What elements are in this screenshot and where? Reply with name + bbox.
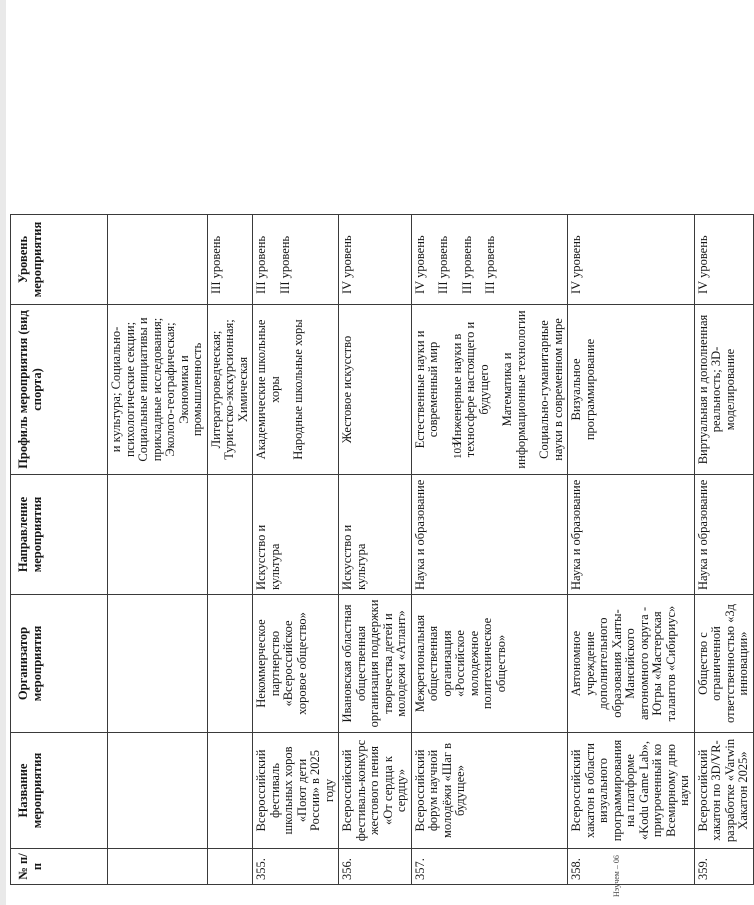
event-direction: Наука и образование <box>568 475 695 595</box>
level-item: IV уровень <box>695 235 710 294</box>
profile-item: Жестовое искусство <box>340 335 354 444</box>
event-organizer: Общество с ограниченной ответственностью «3д инновации» <box>694 595 753 733</box>
continuation-row <box>108 215 208 885</box>
level-item: IV уровень <box>569 235 583 294</box>
event-levels <box>568 215 695 305</box>
header-num: № п/п <box>11 849 108 885</box>
continuation-row-2 <box>207 215 253 885</box>
event-name: Всероссийский фестиваль-конкурс жестового пения «От сердца к сердцу» <box>339 733 412 849</box>
profile-item: Народные школьные хоры <box>291 319 305 460</box>
event-profiles <box>253 305 339 475</box>
row-num: 358. <box>568 849 695 885</box>
row-num: 355. <box>253 849 339 885</box>
header-organizer: Организатор мероприятия <box>11 595 108 733</box>
event-organizer: Автономное учреждение дополнительного образования Ханты-Мансийского автономного округа - Югры «Мастерская талантов «Сибириус» <box>568 595 695 733</box>
profile-item: Визуальное программирование <box>569 338 597 441</box>
events-table <box>10 214 754 885</box>
event-name: Всероссийский хакатон в области визуального программирования на платформе «Kodu Game Lab», приуроченный ко Всемирному дню науки <box>568 733 695 849</box>
table-row <box>253 215 339 885</box>
row-num: 356. <box>339 849 412 885</box>
level-item: IV уровень <box>340 235 354 294</box>
level-item: III уровень <box>277 235 292 294</box>
scan-edge <box>0 0 6 905</box>
profile-item: Социально-гуманитарные науки в современном мире <box>537 318 565 461</box>
header-direction: Направление мероприятия <box>11 475 108 595</box>
event-direction: Искусство и культура <box>253 475 339 595</box>
level-item: III уровень <box>436 235 450 294</box>
level-item: III уровень <box>483 235 497 294</box>
event-profiles <box>411 305 568 475</box>
level-item: IV уровень <box>412 235 427 294</box>
event-direction: Искусство и культура <box>339 475 412 595</box>
header-profile: Профиль мероприятия (вид спорта) <box>11 305 108 475</box>
page-number: 103 <box>452 442 464 459</box>
event-direction: Наука и образование <box>694 475 753 595</box>
event-name: Всероссийский фестиваль школьных хоров «Поют дети России» в 2025 году <box>253 733 339 849</box>
event-profiles <box>568 305 695 475</box>
profile-item: Естественные науки и современный мир <box>412 330 440 449</box>
level-item: III уровень <box>254 235 268 294</box>
event-levels <box>253 215 339 305</box>
profile-item: Академические школьные хоры <box>254 319 282 460</box>
event-name: Всероссийский форум научной молодёжи «Шаг в будущее» <box>411 733 568 849</box>
row-num: 357. <box>411 849 568 885</box>
level-item: III уровень <box>459 235 474 294</box>
table-row <box>411 215 568 885</box>
profile-item: Инженерные науки в техносфере настоящего и будущего <box>449 321 491 458</box>
profile-item: Виртуальная и дополненная реальность; 3D-моделирование <box>695 314 737 465</box>
event-profiles <box>339 305 412 475</box>
header-level: Уровень мероприятия <box>11 215 108 305</box>
event-levels <box>339 215 412 305</box>
profile-item: Математика и информационные технологии <box>500 310 528 469</box>
footer-note: Нэучем – 06 <box>612 855 621 897</box>
event-profiles <box>694 305 753 475</box>
continuation-level: III уровень <box>207 215 253 305</box>
event-organizer: Ивановская областная общественная организация поддержки творчества детей и молодежи «Атлант» <box>339 595 412 733</box>
table-row <box>339 215 412 885</box>
row-num: 359. <box>694 849 753 885</box>
event-organizer: Некоммерческое партнерство «Всероссийское хоровое общество» <box>253 595 339 733</box>
event-organizer: Межрегиональная общественная организация «Российское молодежное политехническое общество» <box>411 595 568 733</box>
table-row <box>694 215 753 885</box>
header-name: Название мероприятия <box>11 733 108 849</box>
event-levels <box>694 215 753 305</box>
event-direction: Наука и образование <box>411 475 568 595</box>
event-name: Всероссийский хакатон по 3D/VR-разработке «Varwin Хакатон 2025» <box>694 733 753 849</box>
table-row <box>568 215 695 885</box>
continuation-profile: и культура; Социально-психологические секции; Социальные инициативы и прикладные исследования; Эколого-географическая; Экономика и промышленность <box>108 305 208 475</box>
event-levels <box>411 215 568 305</box>
header-row <box>11 215 108 885</box>
continuation-profile-2: Литературоведческая; Туристско-экскурсионная; Химическая <box>207 305 253 475</box>
